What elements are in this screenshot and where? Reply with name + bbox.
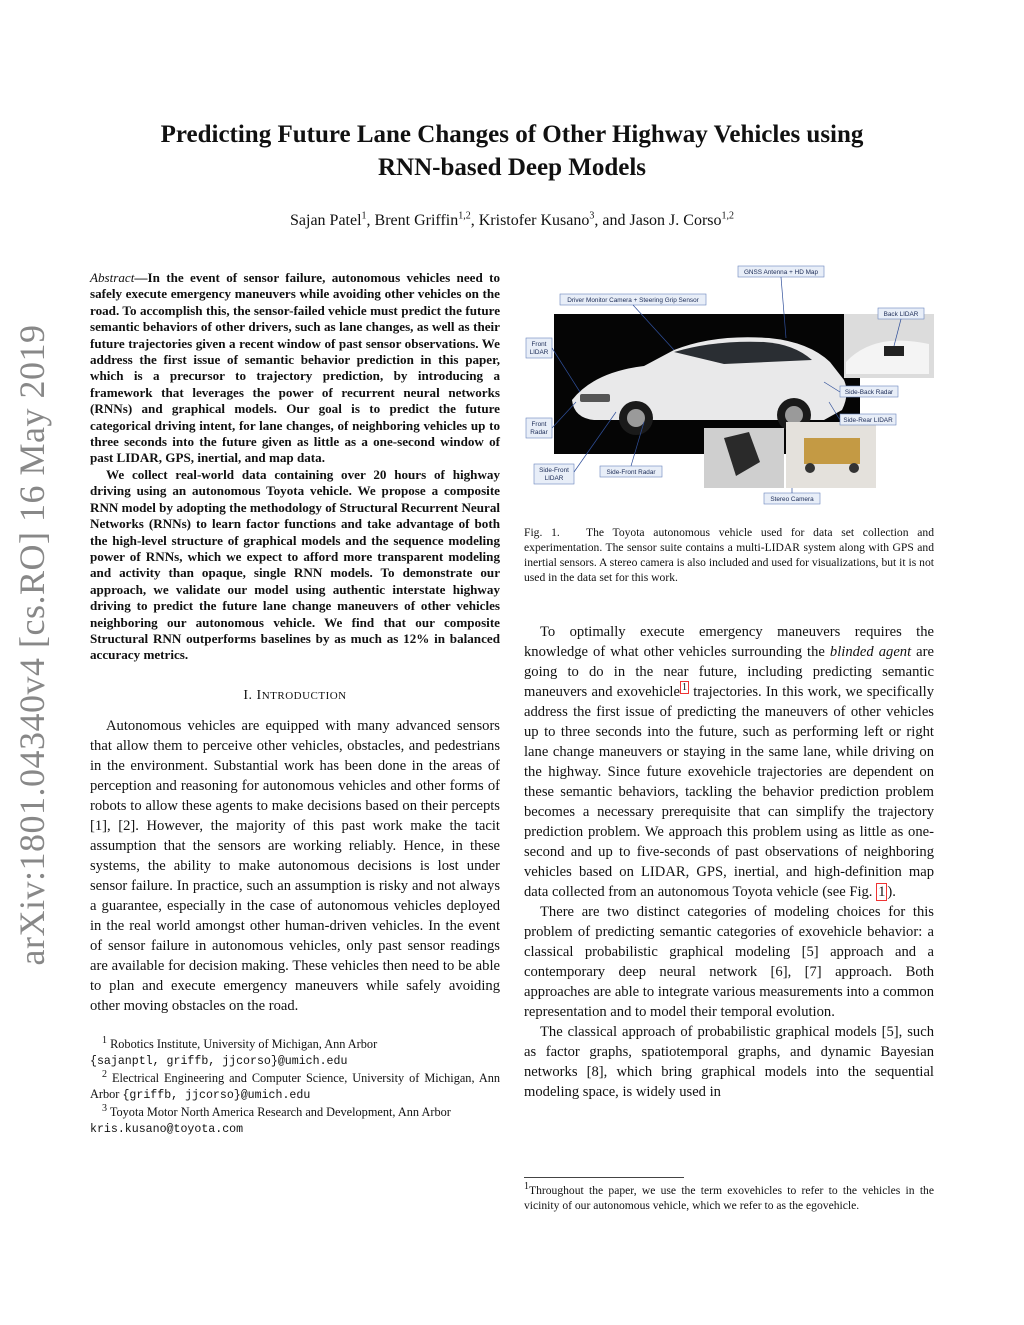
- author-name: Sajan Patel: [290, 212, 362, 229]
- footnote-rule: [524, 1177, 684, 1178]
- right-paragraph-1: [524, 622, 934, 902]
- label-driver-monitor: [560, 294, 706, 305]
- footnote-number: 1: [102, 1034, 107, 1046]
- right-column: [524, 622, 934, 1102]
- label-front-radar-text-2: Radar: [530, 429, 548, 436]
- label-gnss: [738, 266, 824, 277]
- right-paragraph-3: The classical approach of probabilistic graphical models [5], such as factor graphs, spatiotemporal graphs, and dynamic Bayesian networks [8], which bring graphical models into the sequential modeling space, is widely used in: [524, 1024, 934, 1100]
- affiliation-footnotes: [90, 1036, 500, 1138]
- author-affiliation: 1,2: [721, 210, 734, 222]
- author-affiliation: 1,2: [458, 210, 471, 222]
- back-lidar-unit: [884, 346, 904, 356]
- footnote-number: 2: [102, 1068, 107, 1080]
- author-name: Brent Griffin: [374, 212, 459, 229]
- author-separator: ,: [366, 212, 375, 229]
- figure-1-illustration: [524, 262, 934, 512]
- footnote-email: {griffb, jjcorso}@umich.edu: [122, 1088, 311, 1102]
- label-side-back-radar: [840, 386, 898, 397]
- right-paragraph-2: There are two distinct categories of modeling choices for this problem of predicting semantic categories of exovehicle behavior: a classical probabilistic graphical modeling [5] approach and a contemporary deep neural network [6], [7] approach. Both approaches are able to integrate various measurements into a common representation and to model their temporal evolution.: [524, 904, 934, 1020]
- footnote-text: Toyota Motor North America Research and Development, Ann Arbor: [109, 1104, 451, 1119]
- footnote-text: Throughout the paper, we use the term exovehicles to refer to the vehicles in the vicinity of our autonomous vehicle, which we refer to as the egovehicle.: [524, 1184, 934, 1212]
- rear-hubcap: [785, 406, 803, 424]
- figure-1-vehicle-sensors: [524, 262, 934, 512]
- author-separator: ,: [470, 212, 479, 229]
- author-affiliation: 1: [361, 210, 367, 222]
- label-gnss-text: GNSS Antenna + HD Map: [743, 269, 819, 276]
- text-run: trajectories. In this work, we specifically address the first issue of predicting the maneuvers of other vehicles up to three seconds into the future, such as performing left or right lane change maneuvers or staying in the same lane, while driving on the highway. Since future exovehicle trajectories are dependent on these semantic behaviors, tackling the behavior prediction problem becomes a necessary prerequisite that can simplify the trajectory prediction problem. We approach this problem using as little as one-second and up to five-seconds of past observations of neighboring vehicles based on LIDAR, GPS, inertial, and high-definition map data collected from an autonomous Toyota vehicle (see Fig.: [524, 684, 934, 900]
- figure-reference-link[interactable]: 1: [878, 884, 886, 900]
- figure-1-caption: [524, 525, 934, 585]
- author-affiliation: 3: [589, 210, 595, 222]
- front-grille: [580, 394, 610, 402]
- footnote-number: 1: [524, 1181, 529, 1193]
- label-stereo-camera: [764, 493, 820, 504]
- exovehicle-footnote: [524, 1183, 934, 1213]
- text-run: ).: [887, 884, 896, 900]
- label-side-front-radar: [600, 466, 662, 477]
- section-number: I.: [243, 687, 257, 703]
- abstract-paragraph-2: We collect real-world data containing over 20 hours of highway driving using an autonomous Toyota vehicle. We propose a composite RNN model by adopting the methodology of Structural Recurrent Neural Networks (RNNs) to learn factor functions and take advantage of both the high-level structure of graphical models and the sequence modeling power of RNNs, which we expect to afford more transparent modeling and activity than opaque, single RNN models. To demonstrate our approach, we validate our model using authentic interstate highway driving to predict the future lane change maneuvers of other vehicles neighboring our autonomous vehicle. We find that our composite Structural RNN outperforms baselines by as much as 12% in balanced accuracy metrics.: [90, 466, 500, 663]
- label-back-lidar: [878, 308, 924, 319]
- section-heading-introduction: [90, 686, 500, 706]
- text-run: To optimally execute emergency maneuvers requires the knowledge of what other vehicles surrounding the: [524, 624, 934, 660]
- label-side-front-lidar: [534, 464, 574, 484]
- footnote-text: Robotics Institute, University of Michigan, Ann Arbor: [110, 1036, 378, 1051]
- label-front-lidar-text-2: LIDAR: [529, 349, 549, 356]
- title-line-1: Predicting Future Lane Changes of Other Highway Vehicles using: [160, 121, 864, 148]
- label-side-rear-lidar: [840, 414, 896, 425]
- abstract-label: Abstract: [90, 270, 135, 285]
- label-side-rear-lidar-text: Side-Rear LIDAR: [843, 417, 893, 424]
- label-stereo-camera-text: Stereo Camera: [770, 496, 814, 503]
- abstract-text-1: In the event of sensor failure, autonomous vehicles need to safely execute emergency maneuvers while avoiding other vehicles on the road. To accomplish this, the sensor-failed vehicle must predict the future semantic behaviors of other drivers, such as lane changes, as well as their future trajectories given a recent window of past sensor observations. We address the first issue of semantic behavior prediction in this paper, which is a precursor to trajectory prediction, by introducing a framework that leverages the power of recurrent neural networks (RNNs) and graphical models. Our goal is to predict the future categorical driving intent, for lane changes, of neighboring vehicles up to three seconds into the future given as little as a one-second window of past LIDAR, GPS, inertial, and map data.: [90, 270, 500, 466]
- footnote-email: kris.kusano@toyota.com: [90, 1122, 244, 1136]
- section-title-first: I: [256, 687, 262, 703]
- figure-caption-text: The Toyota autonomous vehicle used for data set collection and experimentation. The sensor suite contains a multi-LIDAR system along with GPS and inertial sensors. A stereo camera is also included and used for visualizations, but it is not used in the data set for this work.: [524, 526, 934, 584]
- author-list: [100, 210, 924, 232]
- front-hubcap: [627, 409, 645, 427]
- footnote-3: [90, 1104, 500, 1138]
- section-title-rest: NTRODUCTION: [261, 689, 347, 702]
- label-back-lidar-text: Back LIDAR: [883, 311, 919, 318]
- text-run: are going to do in the near future, including predicting semantic maneuvers and exovehicle: [524, 644, 934, 700]
- arxiv-identifier-text: arXiv:1801.04340v4 [cs.RO] 16 May 2019: [12, 324, 52, 966]
- emphasis-blinded-agent: blinded agent: [829, 644, 912, 660]
- title-line-2: RNN-based Deep Models: [377, 154, 647, 181]
- label-front-lidar-text-1: Front: [531, 341, 547, 348]
- author-name: Jason J. Corso: [629, 212, 722, 229]
- stereo-camera-lens-left: [805, 463, 815, 473]
- paper-title: [100, 118, 924, 184]
- footnote-number: 3: [102, 1102, 107, 1114]
- abstract-paragraph-1: [90, 270, 500, 467]
- label-front-lidar: [526, 338, 552, 358]
- footnote-text: Electrical Engineering and Computer Science, University of Michigan, Ann Arbor: [90, 1070, 500, 1101]
- label-side-front-radar-text: Side-Front Radar: [606, 469, 656, 476]
- left-column: [90, 270, 500, 1138]
- author-name: Kristofer Kusano: [478, 212, 590, 229]
- label-side-back-radar-text: Side-Back Radar: [844, 389, 894, 396]
- stereo-camera-lens-right: [849, 463, 859, 473]
- arxiv-identifier: [4, 324, 60, 966]
- footnote-2: [90, 1070, 500, 1104]
- footnote-1: [90, 1036, 500, 1070]
- footnote-email: {sajanptl, griffb, jjcorso}@umich.edu: [90, 1054, 348, 1068]
- stereo-camera-body: [804, 438, 860, 464]
- label-front-radar: [526, 418, 552, 438]
- abstract-dash: —: [134, 270, 148, 285]
- author-separator: , and: [594, 212, 630, 229]
- intro-paragraph-1: Autonomous vehicles are equipped with many advanced sensors that allow them to perceive other vehicles, obstacles, and pedestrians in the environment. Substantial work has been done in the areas of perception and reasoning for autonomous vehicles and other forms of robots to allow these agents to make decisions based on their percepts [1], [2]. However, the majority of this past work make the tacit assumption that the sensors are working reliably. Hence, in these systems, the ability to make autonomous decisions is lost under sensor failure. In practice, such an assumption is risky and not always a guarantee, especially in the case of autonomous vehicles deployed in the real world amongst other human-driven vehicles. In the event of sensor failure in autonomous vehicles, only past sensor readings are available for decision making. These vehicles then need to be able to plan and execute emergency maneuvers while safely avoiding other moving obstacles on the road.: [90, 717, 500, 1014]
- footnote-reference-link[interactable]: 1: [681, 682, 687, 694]
- figure-caption-label: Fig. 1.: [524, 526, 560, 539]
- label-front-radar-text-1: Front: [531, 421, 547, 428]
- label-side-front-lidar-text-2: LIDAR: [544, 475, 564, 482]
- label-side-front-lidar-text-1: Side-Front: [539, 467, 569, 474]
- label-driver-monitor-text: Driver Monitor Camera + Steering Grip Sensor: [567, 297, 699, 304]
